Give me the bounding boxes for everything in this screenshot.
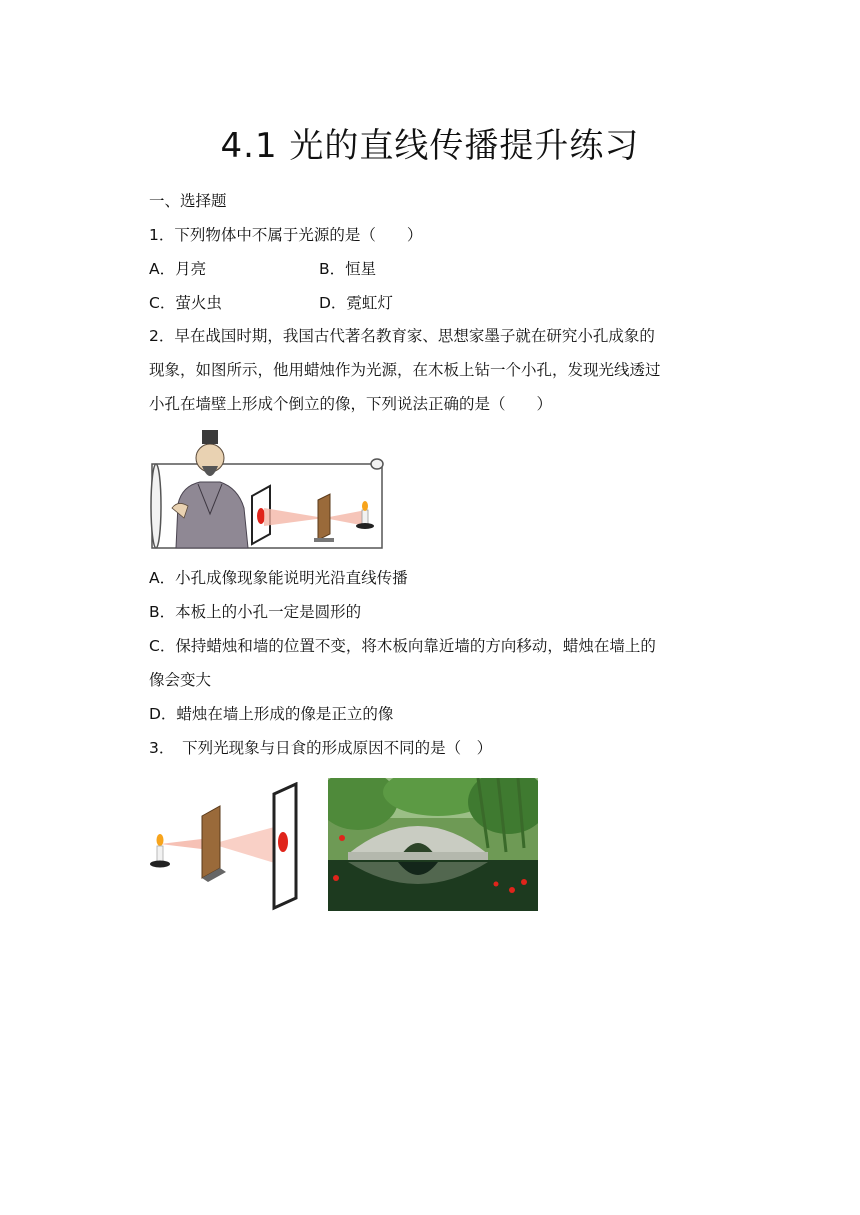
q2-option-c-line2: 像会变大 — [149, 671, 212, 689]
q1-option-b: B．恒星 — [319, 260, 377, 278]
mozi-pinhole-illustration — [148, 424, 388, 556]
q1-option-a: A．月亮 — [149, 260, 207, 278]
q1-option-c: C．萤火虫 — [149, 294, 222, 312]
q2-option-a: A．小孔成像现象能说明光沿直线传播 — [149, 569, 408, 587]
q2-stem-line2: 现象，如图所示，他用蜡烛作为光源，在木板上钻一个小孔，发现光线透过 — [149, 361, 661, 379]
q2-stem-line3: 小孔在墙壁上形成个倒立的像，下列说法正确的是（ ） — [149, 395, 553, 413]
q3-stem: 3． 下列光现象与日食的形成原因不同的是（ ） — [149, 739, 493, 757]
q2-option-c-line1: C．保持蜡烛和墙的位置不变，将木板向靠近墙的方向移动，蜡烛在墙上的 — [149, 637, 656, 655]
page-title: 4.1 光的直线传播提升练习 — [220, 126, 640, 166]
section-heading: 一、选择题 — [149, 192, 227, 210]
bridge-reflection-photo — [328, 778, 538, 911]
pinhole-imaging-image — [150, 782, 305, 914]
q2-option-b: B．本板上的小孔一定是圆形的 — [149, 603, 362, 621]
q1-option-d: D．霓虹灯 — [319, 294, 393, 312]
q2-stem-line1: 2．早在战国时期，我国古代著名教育家、思想家墨子就在研究小孔成象的 — [149, 327, 655, 345]
q2-option-d: D．蜡烛在墙上形成的像是正立的像 — [149, 705, 394, 723]
q1-stem: 1．下列物体中不属于光源的是（ ） — [149, 226, 423, 244]
